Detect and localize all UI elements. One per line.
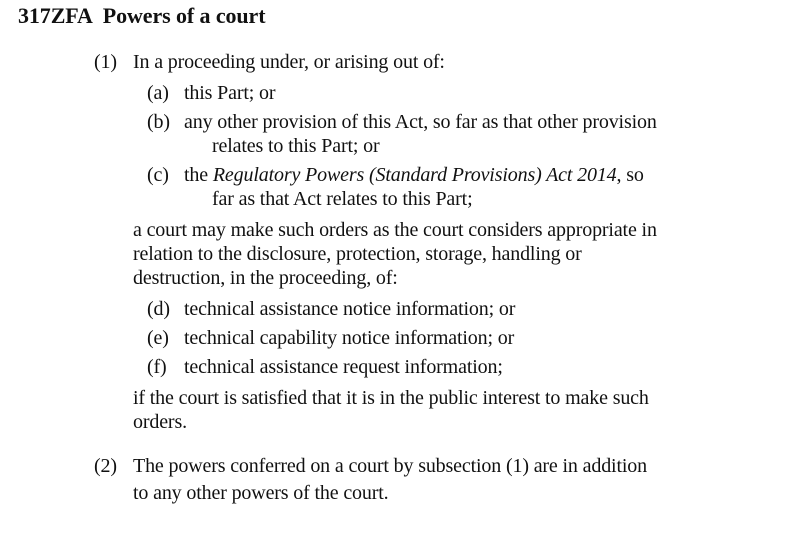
- paragraph-c-prefix: the: [184, 164, 213, 186]
- paragraph-a-text: this Part; or: [184, 82, 276, 104]
- paragraph-a-label: (a): [147, 82, 169, 104]
- paragraph-c-label: (c): [147, 164, 169, 186]
- closing-text-line-1: if the court is satisfied that it is in the public interest to make such: [133, 387, 649, 409]
- paragraph-c-text-line-1: [184, 163, 644, 187]
- subsection-2-text-line-2: to any other powers of the court.: [133, 482, 389, 504]
- subsection-2-text-line-1: The powers conferred on a court by subsection (1) are in addition: [133, 455, 647, 477]
- paragraph-d-label: (d): [147, 298, 170, 320]
- closing-text-line-2: orders.: [133, 411, 187, 433]
- orders-text-line-2: relation to the disclosure, protection, storage, handling or: [133, 243, 582, 265]
- section-title: Powers of a court: [102, 3, 266, 28]
- subsection-2-label: (2): [94, 455, 117, 477]
- orders-text-line-1: a court may make such orders as the court considers appropriate in: [133, 219, 657, 241]
- paragraph-b-text-line-1: any other provision of this Act, so far as that other provision: [184, 111, 657, 133]
- paragraph-e-text: technical capability notice information; or: [184, 327, 515, 349]
- orders-text-line-3: destruction, in the proceeding, of:: [133, 267, 398, 289]
- paragraph-b-text-line-2: relates to this Part; or: [212, 135, 380, 157]
- section-number: 317ZFA: [18, 3, 93, 28]
- subsection-1-intro: In a proceeding under, or arising out of:: [133, 51, 445, 73]
- section-heading: [18, 3, 265, 29]
- paragraph-d-text: technical assistance notice information; or: [184, 298, 516, 320]
- paragraph-b-label: (b): [147, 111, 170, 133]
- paragraph-c-suffix: , so: [616, 164, 644, 186]
- paragraph-e-label: (e): [147, 327, 169, 349]
- act-title-reference: Regulatory Powers (Standard Provisions) Act 2014: [212, 164, 617, 186]
- paragraph-f-text: technical assistance request information;: [184, 356, 503, 378]
- paragraph-f-label: (f): [147, 356, 167, 378]
- paragraph-c-text-line-2: far as that Act relates to this Part;: [212, 188, 473, 210]
- subsection-1-label: (1): [94, 51, 117, 73]
